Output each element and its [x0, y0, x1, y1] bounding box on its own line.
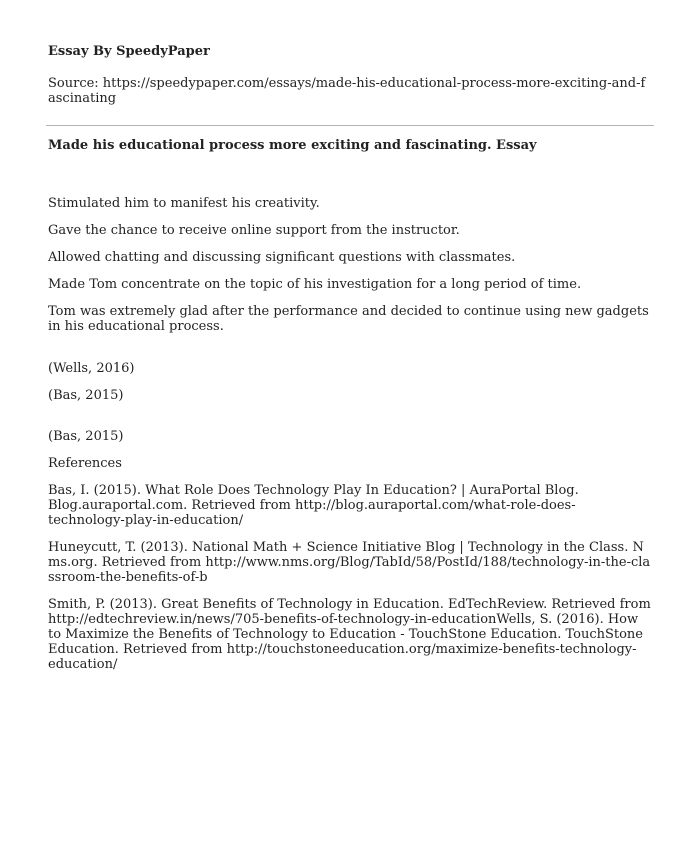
reference-item: Smith, P. (2013). Great Benefits of Technology in Education. EdTechReview. Retrieved from http://edtechreview.in/news/705-benefits-of-technology-in-educationWells, S. (2016). How to Maximize the Benefits of Technology to Education - TouchStone Education. TouchStone Education. Retrieved from http://touchstoneeducation.org/maximize-benefits-technology-education/ [48, 597, 651, 672]
document-header-title: Essay By SpeedyPaper [48, 44, 210, 59]
essay-paragraph: Made Tom concentrate on the topic of his investigation for a long period of time. [48, 277, 582, 292]
source-line: Source: https://speedypaper.com/essays/made-his-educational-process-more-exciting-and-fascinating [48, 76, 646, 106]
citation: (Wells, 2016) [48, 361, 135, 376]
citation: (Bas, 2015) [48, 388, 124, 403]
essay-title: Made his educational process more exciting and fascinating. Essay [48, 138, 537, 153]
header-divider [46, 125, 654, 126]
essay-paragraph: Tom was extremely glad after the performance and decided to continue using new gadgets in his educational process. [48, 304, 649, 334]
essay-paragraph: Gave the chance to receive online support from the instructor. [48, 223, 460, 238]
reference-item: Huneycutt, T. (2013). National Math + Science Initiative Blog | Technology in the Class. Nms.org. Retrieved from http://www.nms.org/Blog/TabId/58/PostId/188/technology-in-the-classroom-the-benefits-of-b [48, 540, 651, 585]
references-heading: References [48, 456, 122, 471]
essay-paragraph: Stimulated him to manifest his creativity. [48, 196, 320, 211]
citation: (Bas, 2015) [48, 429, 124, 444]
essay-paragraph: Allowed chatting and discussing significant questions with classmates. [48, 250, 516, 265]
reference-item: Bas, I. (2015). What Role Does Technology Play In Education? | AuraPortal Blog. Blog.auraportal.com. Retrieved from http://blog.auraportal.com/what-role-does-technology-play-in-education/ [48, 483, 579, 528]
